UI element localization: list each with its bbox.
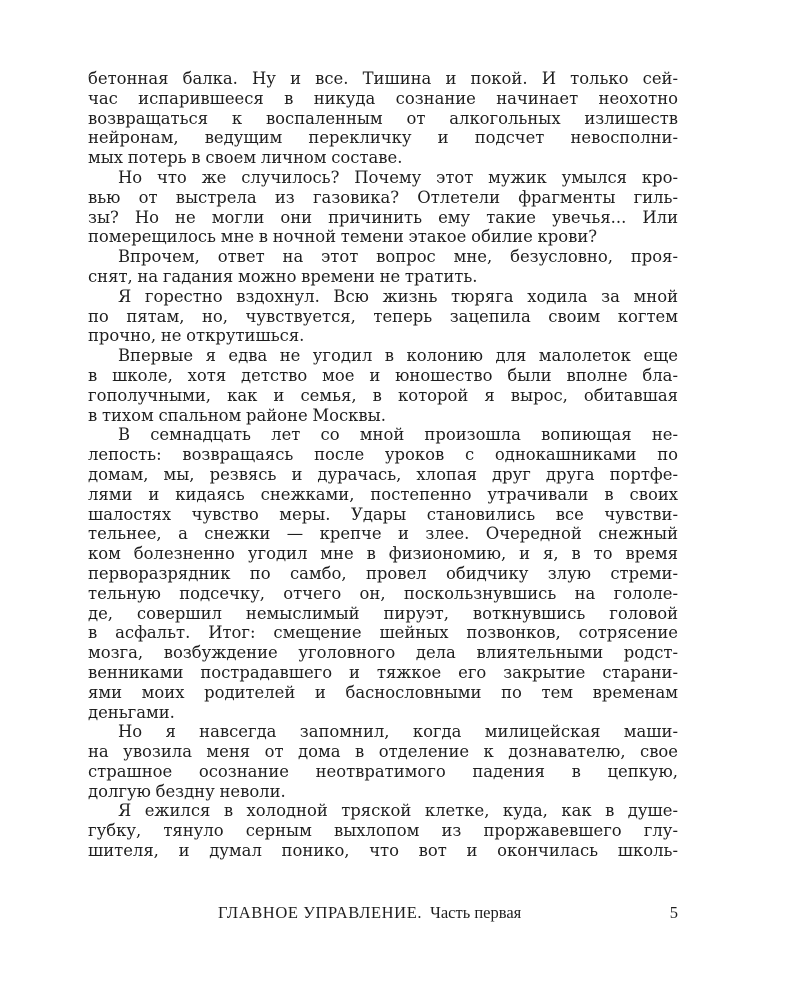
running-title (218, 901, 521, 925)
text-line: В семнадцать лет со мной произошла вопиющая не- (118, 425, 678, 445)
text-line: венниками пострадавшего и тяжкое его закрытие старани- (88, 662, 678, 682)
text-line: тельнее, а снежки — крепче и злее. Очередной снежный (88, 524, 678, 544)
text-line: нейронам, ведущим перекличку и подсчет невосполни- (88, 128, 678, 148)
paragraph (88, 247, 678, 287)
running-footer (88, 901, 678, 925)
text-line: Впрочем, ответ на этот вопрос мне, безусловно, проя- (118, 247, 678, 267)
text-line: лепость: возвращаясь после уроков с однокашниками по (88, 445, 678, 465)
paragraph (88, 287, 678, 346)
text-line: возвращаться к воспаленным от алкогольных излишеств (88, 108, 678, 128)
text-line: померещилось мне в ночной темени этакое обилие крови? (88, 227, 598, 247)
text-line: ями моих родителей и баснословными по тем временам (88, 682, 678, 702)
text-line: мозга, возбуждение уголовного дела влиятельными родст- (88, 643, 678, 663)
text-line: домам, мы, резвясь и дурачась, хлопая друг друга портфе- (88, 464, 678, 484)
text-line: страшное осознание неотвратимого падения в цепкую, (88, 761, 678, 781)
text-line: долгую бездну неволи. (88, 781, 286, 801)
book-part: Часть первая (430, 903, 522, 922)
text-line: шалостях чувство меры. Удары становились все чувстви- (88, 504, 678, 524)
text-line: в тихом спальном районе Москвы. (88, 405, 386, 425)
paragraph (88, 346, 678, 425)
text-line: зы? Но не могли они причинить ему такие увечья... Или (88, 207, 678, 227)
text-line: Но что же случилось? Почему этот мужик умылся кро- (118, 167, 678, 187)
text-line: де, совершил немыслимый пируэт, воткнувшись головой (88, 603, 678, 623)
text-line: вью от выстрела из газовика? Отлетели фрагменты гиль- (88, 187, 678, 207)
text-line: лями и кидаясь снежками, постепенно утрачивали в своих (88, 484, 678, 504)
text-line: Впервые я едва не угодил в колонию для малолеток еще (118, 346, 678, 366)
paragraph (88, 168, 678, 247)
text-line: тельную подсечку, отчего он, поскользнувшись на гололе- (88, 583, 678, 603)
text-line: гополучными, как и семья, в которой я вырос, обитавшая (88, 385, 678, 405)
text-line: прочно, не открутишься. (88, 326, 305, 346)
text-line: перворазрядник по самбо, провел обидчику злую стреми- (88, 563, 678, 583)
text-line: в школе, хотя детство мое и юношество были вполне бла- (88, 365, 678, 385)
text-line: деньгами. (88, 702, 175, 722)
text-line: бетонная балка. Ну и все. Тишина и покой. И только сей- (88, 69, 678, 88)
text-line: на увозила меня от дома в отделение к дознавателю, свое (88, 742, 678, 762)
paragraph (88, 722, 678, 801)
page-number: 5 (669, 903, 678, 922)
book-title: ГЛАВНОЕ УПРАВЛЕНИЕ. (218, 903, 423, 922)
text-line: Я горестно вздохнул. Всю жизнь тюряга ходила за мной (118, 286, 678, 306)
text-line: в асфальт. Итог: смещение шейных позвонков, сотрясение (88, 623, 678, 643)
text-line: шителя, и думал понико, что вот и окончилась школь- (88, 841, 678, 861)
body-text (88, 69, 678, 861)
text-line: по пятам, но, чувствуется, теперь зацепила своим когтем (88, 306, 678, 326)
text-line: мых потерь в своем личном составе. (88, 148, 403, 168)
text-line: губку, тянуло серным выхлопом из проржавевшего глу- (88, 821, 678, 841)
text-line: Но я навсегда запомнил, когда милицейская маши- (118, 722, 678, 742)
text-line: час испарившееся в никуда сознание начинает неохотно (88, 88, 678, 108)
paragraph (88, 801, 678, 860)
text-line: Я ежился в холодной тряской клетке, куда, как в душе- (118, 801, 678, 821)
text-line: ком болезненно угодил мне в физиономию, и я, в то время (88, 544, 678, 564)
paragraph (88, 425, 678, 722)
text-line: снят, на гадания можно времени не тратить. (88, 266, 478, 286)
paragraph (88, 69, 678, 168)
